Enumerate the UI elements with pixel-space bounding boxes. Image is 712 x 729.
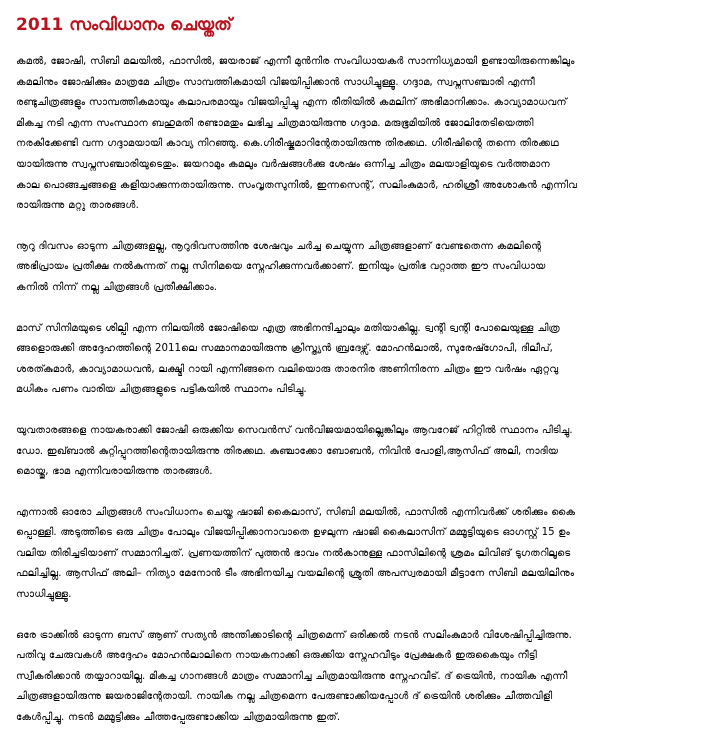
paragraph-line: വലിയ തിരിച്ചടിയാണ് സമ്മാനിച്ചത്. പ്രണയത്തിന് പുത്തൻ ഭാവം നൽകാനുള്ള ഫാസിലിന്റെ ശ്രമം ലിവിങ് ടുഗതറിലൂടെ	[16, 547, 571, 559]
paragraph-line: യുവതാരങ്ങളെ നായകരാക്കി ജോഷി ഒരുക്കിയ സെവൻസ് വൻവിജയമായില്ലെങ്കിലും ആവറേജ് ഹിറ്റിൽ സ്ഥാനം പിടിച്ചു.	[16, 424, 573, 436]
paragraph-line: കമൽ, ജോഷി, സിബി മലയിൽ, ഫാസിൽ, ജയരാജ് എന്നീ മുൻനിര സംവിധായകർ സാന്നിധ്യമായി ഉണ്ടായിരുന്നെങ്കിലും	[16, 56, 575, 67]
paragraph-line: കേൾപ്പിച്ചു. നടൻ മമ്മൂട്ടിക്കും ചീത്തപ്പേരുണ്ടാക്കിയ ചിത്രമായിരുന്നു ഇത്.	[16, 712, 341, 724]
paragraph-line: കാല പൊങ്ങച്ചങ്ങളെ കളിയാക്കുന്നതായിരുന്നു. സംവൃതസുനിൽ, ഇന്നസെന്റ്, സലിംകുമാർ, ഹരിശ്രീ അശോകൻ എന്നിവ	[16, 179, 577, 191]
paragraph-line: മികച്ച നടി എന്ന സംസ്ഥാന ബഹുമതി രണ്ടാമതും ലഭിച്ച ചിത്രമായിരുന്നു ഗദ്ദാമ. മരുഭൂമിയിൽ ജോലിതേടിയെത്തി	[16, 117, 534, 129]
paragraph-line: നരകിക്കേണ്ടി വന്ന ഗദ്ദാമയായി കാവ്യ നിറഞ്ഞു. കെ.ഗിരീഷ്കുമാറിന്റേതായിരുന്നു തിരക്കഥ. ഗിരീഷിന്റെ തന്നെ തിരക്കഥ	[16, 138, 559, 150]
paragraph-line: സാധിച്ചുള്ളൂ.	[16, 589, 72, 601]
paragraph-line: മധികം പണം വാരിയ ചിത്രങ്ങളുടെ പട്ടികയിൽ സ്ഥാനം പിടിച്ചു.	[16, 384, 307, 396]
paragraph-line: ഫലിച്ചില്ല. ആസിഫ് അലി– നിത്യാ മേനോൻ ടീം അഭിനയിച്ച വയലിന്റെ ശ്രുതി അപസ്വരമായി മീട്ടാനേ സിബി മലയിലിനും	[16, 568, 575, 580]
paragraph-line: അഭിപ്രായം പ്രതീക്ഷ നൽകുന്നത് നല്ല സിനിമയെ സ്നേഹിക്കുന്നവർക്കാണ്. ഇനിയും പ്രതിഭ വറ്റാത്ത ഈ സംവിധായ	[16, 261, 546, 273]
paragraph-line: ചിത്രങ്ങളായിരുന്നു ജയരാജിന്റേതായി. നായിക നല്ല ചിത്രമെന്ന പേരുണ്ടാക്കിയപ്പോൾ ദ് ട്രെയിൻ ശരിക്കും ചീത്തവിളി	[16, 691, 553, 703]
paragraph-line: രണ്ടുചിത്രങ്ങളും സാമ്പത്തികമായും കലാപരമായും വിജയിപ്പിച്ചു എന്ന രീതിയിൽ കമലിന് അഭിമാനിക്കാം. കാവ്യാമാധവന്	[16, 97, 567, 109]
paragraph-line: കനിൽ നിന്ന് നല്ല ചിത്രങ്ങൾ പ്രതീക്ഷിക്കാം.	[16, 281, 217, 293]
paragraph-line: ഒരേ ട്രാക്കിൽ ഓടുന്ന ബസ് ആണ് സത്യൻ അന്തിക്കാടിന്റെ ചിത്രമെന്ന് ഒരിക്കൽ നടൻ സലിംകുമാർ വിശേഷിപ്പിച്ചിരുന്നു.	[16, 629, 572, 641]
article-paragraph-6	[16, 626, 702, 729]
paragraph-line: മാസ് സിനിമയുടെ ശില്പി എന്ന നിലയിൽ ജോഷിയെ എത്ര അഭിനന്ദിച്ചാലും മതിയാകില്ല. ട്വന്റി ട്വന്റി പോലെയുള്ള ചിത്ര	[16, 322, 560, 334]
article-paragraph-4	[16, 421, 702, 483]
paragraph-line: നൂറു ദിവസം ഓടുന്ന ചിത്രങ്ങളല്ല, നൂറുദിവസത്തിനു ശേഷവും ചർച്ച ചെയ്യുന്ന ചിത്രങ്ങളാണ് വേണ്ടതെന്ന കമലിന്റെ	[16, 240, 542, 252]
paragraph-line: എന്നാൽ ഓരോ ചിത്രങ്ങൾ സംവിധാനം ചെയ്ത ഷാജി കൈലാസ്, സിബി മലയിൽ, ഫാസിൽ എന്നിവർക്ക് ശരിക്കും കൈ	[16, 506, 576, 518]
paragraph-line: ങ്ങളൊരുക്കി അദ്ദേഹത്തിന്റെ 2011ലെ സമ്മാനമായിരുന്നു ക്രിസ്ത്യൻ ബ്രദേഴ്സ്. മോഹൻലാൽ, സുരേഷ്ഗോപി, ദിലീപ്,	[16, 343, 553, 355]
paragraph-line: ശരത്കുമാർ, കാവ്യാമാധവൻ, ലക്ഷ്മി റായി എന്നിങ്ങനെ വലിയൊരു താരനിര അണിനിരന്ന ചിത്രം ഈ വർഷം ഏറ്റവു	[16, 363, 559, 375]
paragraph-line: ഡോ. ഇഖ്ബാൽ കുറ്റിപ്പുറത്തിന്റെതായിരുന്നു തിരക്കഥ. കുഞ്ചാക്കോ ബോബൻ, നിവിൻ പോളി,ആസിഫ് അലി, നാദിയ	[16, 445, 559, 457]
paragraph-line: യായിരുന്നു സ്വപ്നസഞ്ചാരിയുടെതും. ജയറാമും കമലും വർഷങ്ങൾക്കു ശേഷം ഒന്നിച്ച ചിത്രം മലയാളിയുടെ വർത്തമാന	[16, 158, 550, 170]
paragraph-line: രായിരുന്നു മറ്റു താരങ്ങൾ.	[16, 200, 139, 212]
article-body	[16, 52, 702, 729]
paragraph-line: മൊയ്തു, ഭാമ എന്നിവരായിരുന്നു താരങ്ങൾ.	[16, 466, 213, 478]
article-paragraph-3	[16, 319, 702, 401]
paragraph-line: പ്പൊള്ളി. അടുത്തിടെ ഒരു ചിത്രം പോലും വിജയിപ്പിക്കാനാവാതെ ഉഴലുന്ന ഷാജി കൈലാസിന് മമ്മൂട്ടിയുടെ ഓഗസ്റ്റ് 15 ഉം	[16, 527, 570, 539]
article-paragraph-5	[16, 503, 702, 606]
paragraph-line: കമലിനും ജോഷിക്കും മാത്രമേ ചിത്രം സാമ്പത്തികമായി വിജയിപ്പിക്കാൻ സാധിച്ചുള്ളൂ. ഗദ്ദാമ, സ്വപ്നസഞ്ചാരി എന്നീ	[16, 76, 535, 88]
paragraph-line: സ്വീകരിക്കാൻ തയ്യാറായില്ല. മികച്ച ഗാനങ്ങൾ മാത്രം സമ്മാനിച്ച ചിത്രമായിരുന്നു സ്നേഹവീട്. ദ് ട്രെയിൻ, നായിക എന്നീ	[16, 670, 568, 682]
paragraph-line: പതിവു ചേരുവകൾ അദ്ദേഹം മോഹൻലാലിനെ നായകനാക്കി ഒരുക്കിയ സ്നേഹവീടും പ്രേക്ഷകർ ഇരുകൈയും നീട്ടി	[16, 650, 537, 662]
article-paragraph-1	[16, 52, 702, 217]
article-paragraph-2	[16, 237, 702, 299]
article-title: 2011 സംവിധാനം ചെയ്തത്	[16, 15, 232, 35]
